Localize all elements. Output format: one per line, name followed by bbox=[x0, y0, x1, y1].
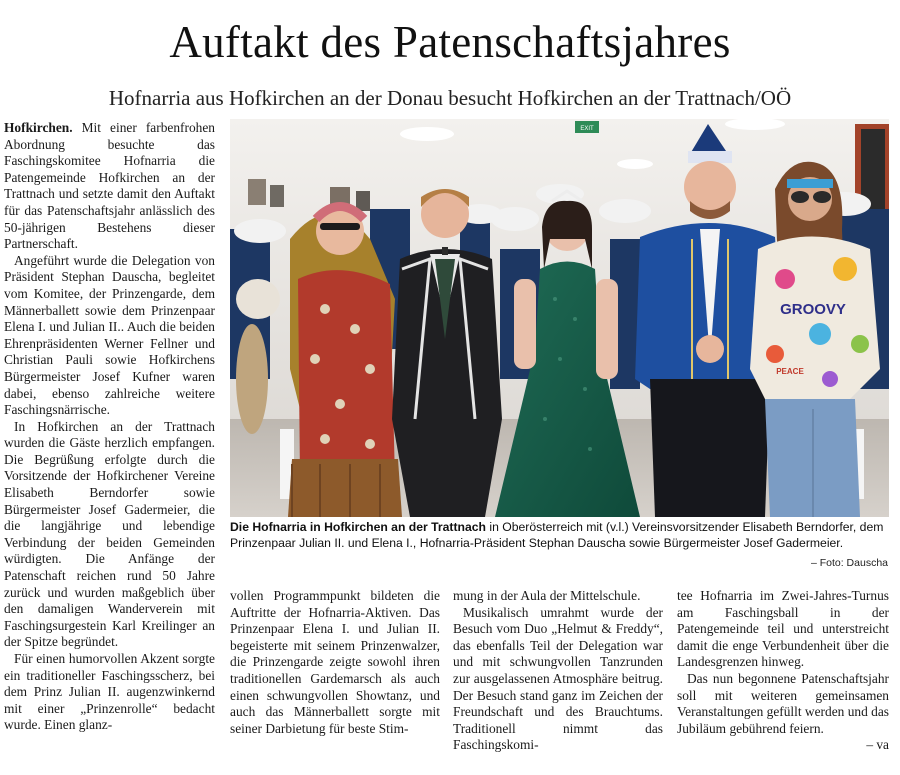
caption-text: in Oberösterreich mit (v.l.) Vereinsvorsitzender Elisabeth Berndorfer, dem Prinzenpaar Julian II. und Elena I., Hofnarria-Präsident Stephan Dauscha sowie Bürgermeister Josef Gadermeier. bbox=[230, 520, 884, 550]
text-column-4 bbox=[677, 588, 889, 754]
exit-sign-text: EXIT bbox=[580, 126, 594, 132]
text-column-2 bbox=[230, 588, 440, 737]
paragraph: Das nun begonnene Patenschaftsjahr soll mit weiteren gemeinsamen Veranstaltungen gefüllt werden und das Jubiläum gebührend feiern. bbox=[677, 670, 889, 736]
shirt-print-text: GROOVY bbox=[780, 301, 846, 318]
paragraph: In Hofkirchen an der Trattnach wurden die Gäste herzlich empfangen. Die Begrüßung erfolgte durch die Vorsitzende der Hofkirchener Vereine Elisabeth Berndorfer sowie Bürgermeister Josef Gadermeier, die die langjährige und lebendige Verbindung der beiden Gemeinden würdigten. Die Anfänge der Patenschaft reichen rund 50 Jahre zurück und wurden maßgeblich über den damaligen Wanderverein mit Faschingsurgestein Karl Kreilinger an der Spitze begründet. bbox=[4, 418, 215, 650]
text-column-1 bbox=[4, 120, 215, 734]
paragraph: mung in der Aula der Mittelschule. bbox=[453, 588, 641, 603]
paragraph: Angeführt wurde die Delegation von Präsident Stephan Dauscha, begleitet vom Komitee, der Prinzengarde, dem Männerballett sowie dem Prinzenpaar Elena I. und Julian II.. Auch die beiden Ehrenpräsidenten Werner Fellner und Christian Pauli sowie Hofkirchens Bürgermeister Josef Kufner waren dabei, ebenso zahlreiche weitere Faschingsnärrische. bbox=[4, 252, 215, 418]
text-column-3 bbox=[453, 588, 663, 754]
article-subheadline: Hofnarria aus Hofkirchen an der Donau besucht Hofkirchen an der Trattnach/OÖ bbox=[108, 86, 792, 110]
exit-sign bbox=[575, 121, 599, 133]
paragraph: Musikalisch umrahmt wurde der Besuch vom Duo „Helmut & Freddy“, das ebenfalls Teil der Delegation war und mit schwungvollen Tanzrunden zur ausgelassenen Atmosphäre beitrug. Der Besuch stand ganz im Zeichen der Freundschaft und des Brauchtums. Traditionell nimmt das Faschingskomi- bbox=[453, 604, 663, 753]
paragraph: Für einen humorvollen Akzent sorgte ein traditioneller Faschingsscherz, bei dem Prinz Julian II. augenzwinkernd mit einer „Prinzenrolle“ bedacht wurde. Einen glanz- bbox=[4, 651, 215, 733]
shirt-peace-text: PEACE bbox=[776, 367, 804, 376]
photo-caption bbox=[230, 520, 889, 551]
article-headline: Auftakt des Patenschaftsjahres bbox=[169, 17, 731, 67]
photo-credit: – Foto: Dauscha bbox=[810, 557, 888, 569]
paragraph-text: Mit einer farbenfrohen Abordnung besuchte das Faschingskomitee Hofnarria die Patengemeinde Hofkirchen an der Trattnach und setzte damit den Auftakt für das Patenschaftsjahr anlässlich des 50-jährigen Bestehens dieser Partnerschaft. bbox=[4, 120, 215, 252]
caption-lead: Die Hofnarria in Hofkirchen an der Trattnach bbox=[230, 520, 486, 534]
dateline: Hofkirchen. bbox=[4, 120, 73, 135]
paragraph bbox=[4, 120, 215, 253]
paragraph: tee Hofnarria im Zwei-Jahres-Turnus am Faschingsball in der Patengemeinde teil und unterstreicht damit die enge Verbundenheit über die Landesgrenzen hinweg. bbox=[677, 588, 889, 670]
paragraph: vollen Programmpunkt bildeten die Auftritte der Hofnarria-Aktiven. Das Prinzenpaar Elena I. und Julian II. begeisterte mit seinem Prinzenwalzer, die Prinzengarde zeigte sowohl ihren traditionellen Gardemarsch als auch einen schwungvollen Showtanz, und auch das Männerballett sorgte mit seiner Darbietung für beste Stim- bbox=[230, 588, 440, 736]
article-photo bbox=[230, 119, 889, 517]
author-signature: – va bbox=[866, 737, 889, 753]
